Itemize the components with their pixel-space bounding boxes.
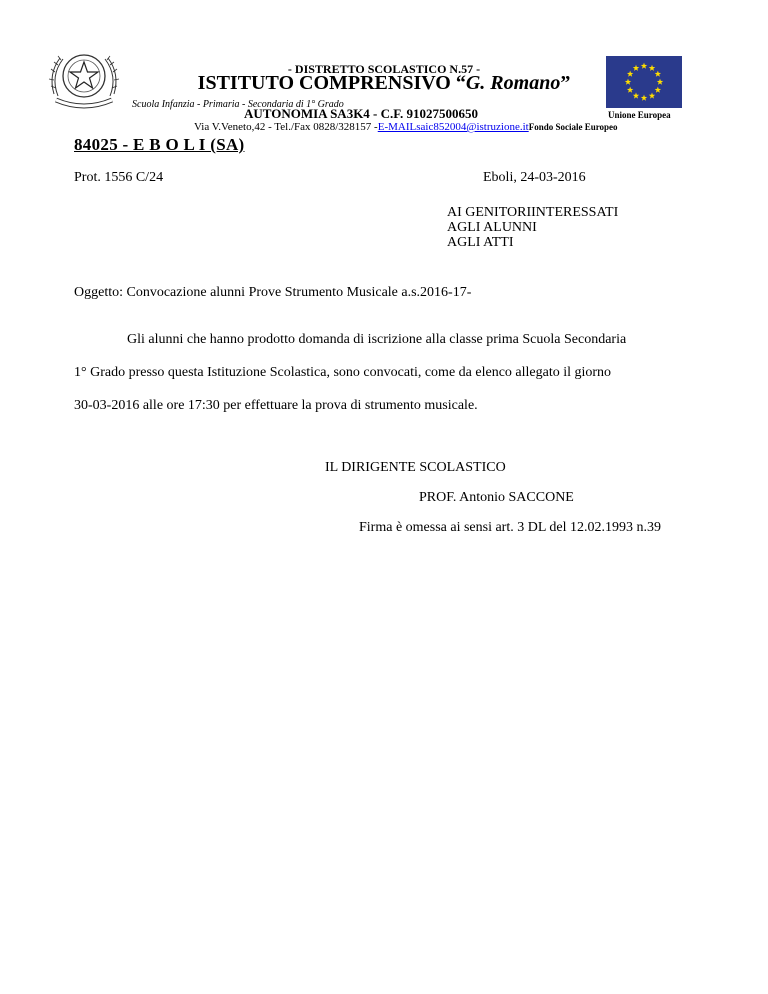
body-line: 1° Grado presso questa Istituzione Scolastica, sono convocati, come da elenco allegato il giorno: [74, 365, 612, 380]
district-label: - DISTRETTO SCOLASTICO N.57 -: [287, 62, 481, 76]
recipient-line: AI GENITORIINTERESSATI: [447, 205, 619, 220]
fse-label: Fondo Sociale Europeo: [528, 122, 618, 132]
city-heading: 84025 - E B O L I (SA): [74, 135, 245, 154]
recipient-line: AGLI ATTI: [447, 235, 514, 250]
signature-role: IL DIRIGENTE SCOLASTICO: [325, 460, 506, 475]
signature-note: Firma è omessa ai sensi art. 3 DL del 12.02.1993 n.39: [359, 520, 661, 535]
signature-name: PROF. Antonio SACCONE: [419, 490, 574, 505]
place-date: Eboli, 24-03-2016: [483, 170, 586, 185]
recipient-line: AGLI ALUNNI: [447, 220, 537, 235]
body-line: Gli alunni che hanno prodotto domanda di iscrizione alla classe prima Scuola Secondaria: [127, 332, 627, 347]
autonomy-code: AUTONOMIA SA3K4 - C.F. 91027500650: [244, 106, 479, 121]
protocol-number: Prot. 1556 C/24: [74, 170, 164, 185]
subject-line: Oggetto: Convocazione alunni Prove Strumento Musicale a.s.2016-17-: [74, 285, 472, 300]
email-link[interactable]: E-MAILsaic852004@istruzione.it: [377, 121, 529, 133]
school-levels: Scuola Infanzia - Primaria - Secondaria di 1° Grado: [132, 99, 344, 110]
eu-label: Unione Europea: [608, 110, 671, 120]
school-title: ISTITUTO COMPRENSIVO “G. Romano”: [197, 72, 571, 94]
address-line: Via V.Veneto,42 - Tel./Fax 0828/328157 -E-MAILsaic852004@istruzione.itFondo Sociale Europeo: [194, 121, 618, 133]
body-line: 30-03-2016 alle ore 17:30 per effettuare la prova di strumento musicale.: [74, 398, 478, 413]
